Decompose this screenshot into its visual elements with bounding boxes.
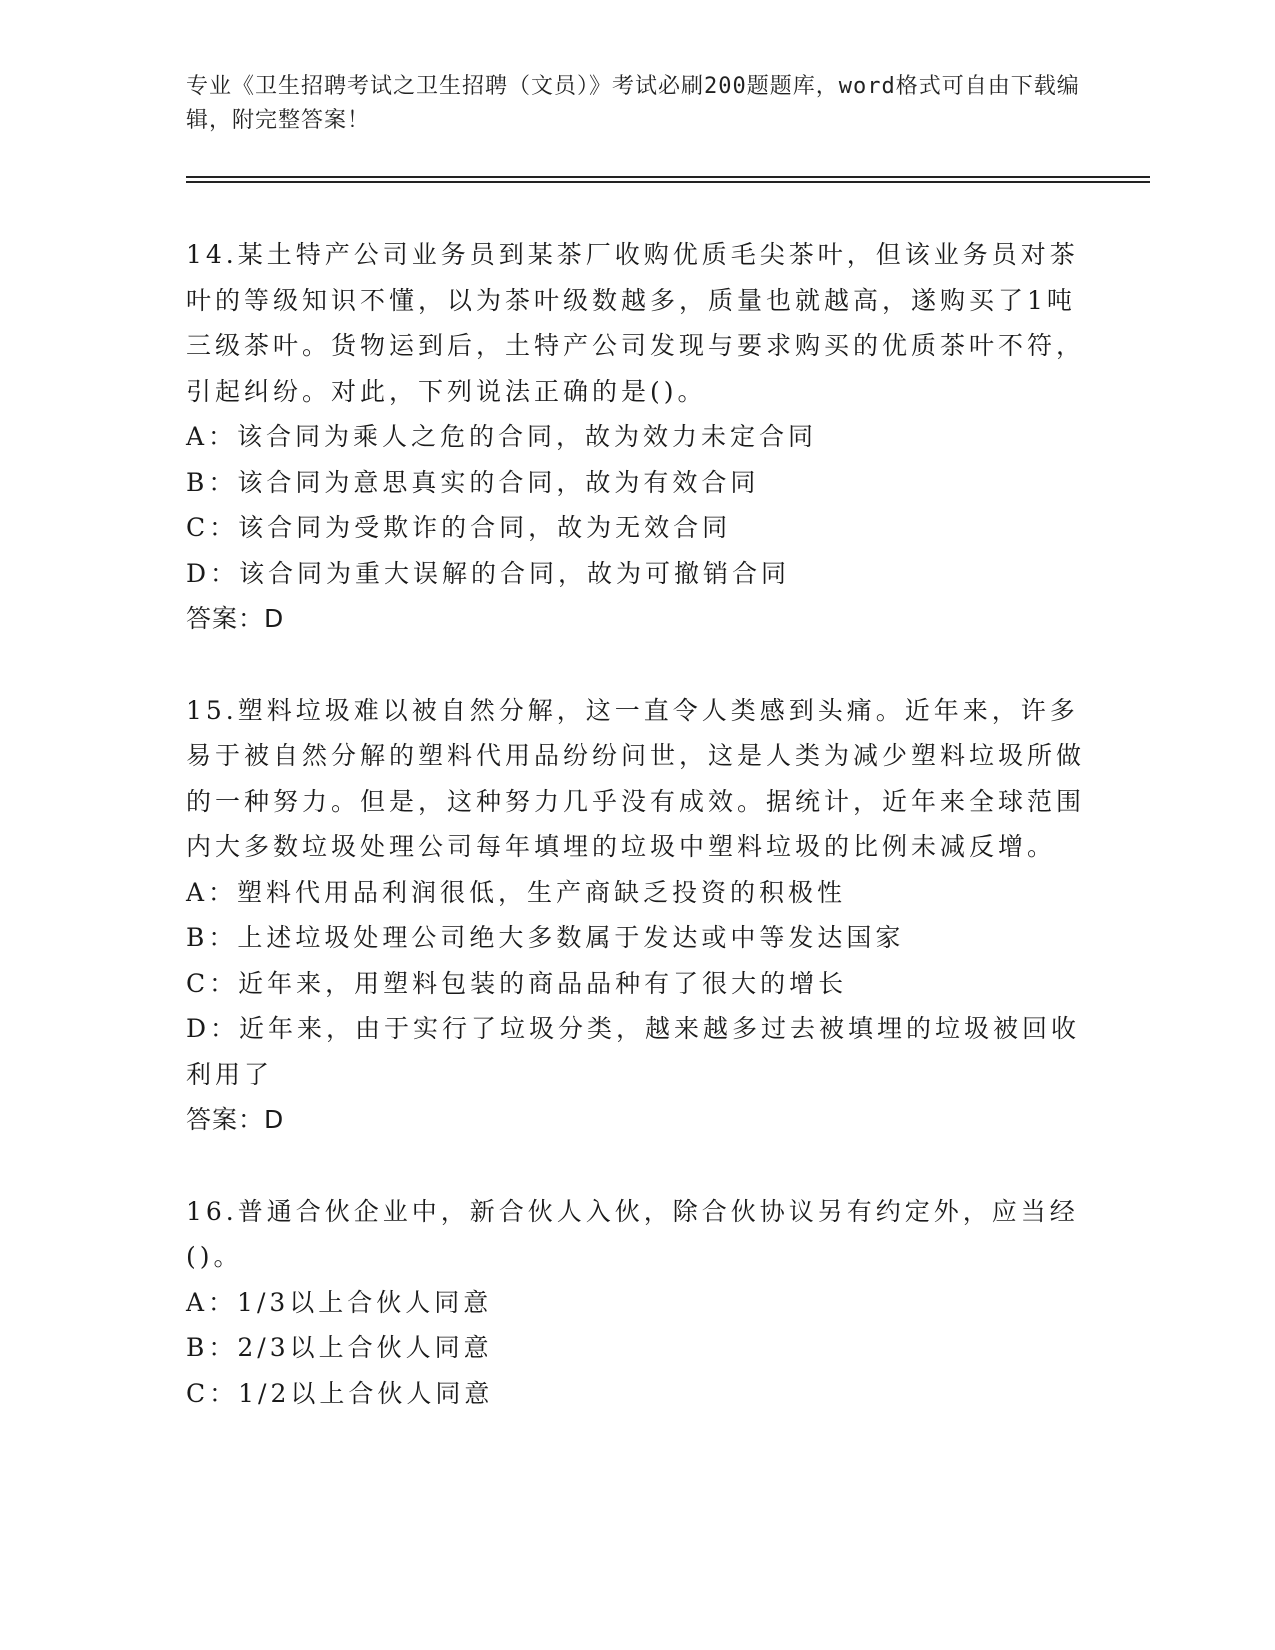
question-15 xyxy=(186,688,1086,1143)
question-list xyxy=(186,232,1086,1462)
answer-line: 答案：D xyxy=(186,1105,285,1134)
option-b: B：上述垃圾处理公司绝大多数属于发达或中等发达国家 xyxy=(186,923,905,952)
option-a: A：该合同为乘人之危的合同，故为效力未定合同 xyxy=(186,422,818,451)
option-c: C：该合同为受欺诈的合同，故为无效合同 xyxy=(186,513,732,542)
header-rule-bottom xyxy=(186,181,1150,183)
question-14 xyxy=(186,232,1086,642)
option-d: D：近年来，由于实行了垃圾分类，越来越多过去被填埋的垃圾被回收利用了 xyxy=(186,1014,1081,1089)
question-stem: 15.塑料垃圾难以被自然分解，这一直令人类感到头痛。近年来，许多易于被自然分解的塑料代用品纷纷问世，这是人类为减少塑料垃圾所做的一种努力。但是，这种努力几乎没有成效。据统计，近年来全球范围内大多数垃圾处理公司每年填埋的垃圾中塑料垃圾的比例未减反增。 xyxy=(186,695,1086,861)
option-b: B：该合同为意思真实的合同，故为有效合同 xyxy=(186,467,760,497)
option-b: B：2/3以上合伙人同意 xyxy=(186,1333,493,1362)
question-stem: 16.普通合伙企业中，新合伙人入伙，除合伙协议另有约定外，应当经()。 xyxy=(186,1196,1079,1271)
option-c: C：近年来，用塑料包装的商品品种有了很大的增长 xyxy=(186,968,848,998)
document-header: 专业《卫生招聘考试之卫生招聘（文员）》考试必刷200题题库，word格式可自由下载编辑，附完整答案！ xyxy=(186,74,1080,133)
option-c: C：1/2以上合伙人同意 xyxy=(186,1378,494,1408)
option-a: A：1/3以上合伙人同意 xyxy=(186,1287,493,1317)
question-stem: 14.某土特产公司业务员到某茶厂收购优质毛尖茶叶，但该业务员对茶叶的等级知识不懂，以为茶叶级数越多，质量也就越高，遂购买了1吨三级茶叶。货物运到后，土特产公司发现与要求购买的优质茶叶不符，引起纠纷。对此，下列说法正确的是()。 xyxy=(186,240,1086,406)
option-d: D：该合同为重大误解的合同，故为可撤销合同 xyxy=(186,558,791,588)
question-16 xyxy=(186,1189,1086,1417)
header-rule-top xyxy=(186,176,1150,178)
option-a: A：塑料代用品利润很低，生产商缺乏投资的积极性 xyxy=(186,877,847,907)
answer-line: 答案：D xyxy=(186,604,285,633)
